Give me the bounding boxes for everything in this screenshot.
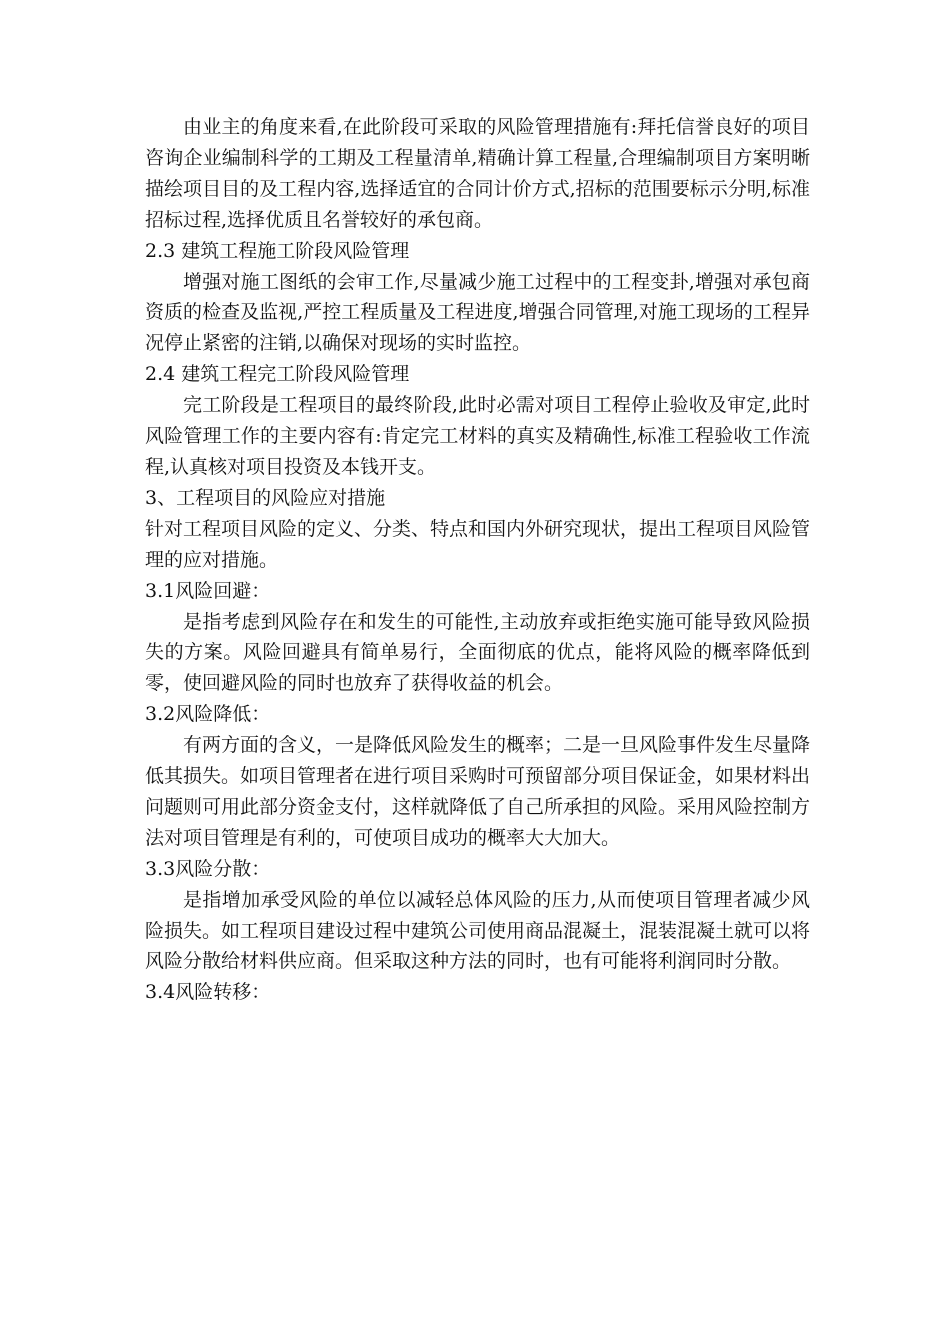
paragraph-response-intro: 针对工程项目风险的定义、分类、特点和国内外研究现状，提出工程项目风险管理的应对措施。 <box>145 517 811 571</box>
section-heading-3-2: 3.2风险降低： <box>145 703 271 726</box>
paragraph-risk-avoidance: 是指考虑到风险存在和发生的可能性,主动放弃或拒绝实施可能导致风险损失的方案。风险回避具有简单易行，全面彻底的优点，能将风险的概率降低到零，使回避风险的同时也放弃了获得收益的机会。 <box>145 610 810 695</box>
paragraph-owner-measures: 由业主的角度来看,在此阶段可采取的风险管理措施有:拜托信誉良好的项目咨询企业编制科学的工期及工程量清单,精确计算工程量,合理编制项目方案明晰描绘项目目的及工程内容,选择适宜的合同计价方式,招标的范围要标示分明,标准招标过程,选择优质且名誉较好的承包商。 <box>145 116 810 231</box>
section-heading-3-1: 3.1风险回避： <box>145 579 271 602</box>
paragraph-completion-measures: 完工阶段是工程项目的最终阶段,此时必需对项目工程停止验收及审定,此时风险管理工作的主要内容有:肯定完工材料的真实及精确性,标准工程验收工作流程,认真核对项目投资及本钱开支。 <box>145 394 810 478</box>
document-body <box>145 112 810 1008</box>
section-heading-3-3: 3.3风险分散： <box>145 857 271 880</box>
section-heading-3-4: 3.4风险转移： <box>145 981 271 1004</box>
paragraph-risk-diversification: 是指增加承受风险的单位以减轻总体风险的压力,从而使项目管理者减少风险损失。如工程项目建设过程中建筑公司使用商品混凝土，混装混凝土就可以将风险分散给材料供应商。但采取这种方法的同时，也有可能将利润同时分散。 <box>145 888 811 973</box>
section-heading-3: 3、工程项目的风险应对措施 <box>145 486 386 509</box>
paragraph-risk-reduction: 有两方面的含义，一是降低风险发生的概率；二是一旦风险事件发生尽量降低其损失。如项目管理者在进行项目采购时可预留部分项目保证金，如果材料出问题则可用此部分资金支付，这样就降低了自己所承担的风险。采用风险控制方法对项目管理是有利的，可使项目成功的概率大大加大。 <box>145 734 811 849</box>
section-heading-2-3: 2.3 建筑工程施工阶段风险管理 <box>145 239 410 262</box>
paragraph-construction-measures: 增强对施工图纸的会审工作,尽量减少施工过程中的工程变卦,增强对承包商资质的检查及监视,严控工程质量及工程进度,增强合同管理,对施工现场的工程异况停止紧密的注销,以确保对现场的实时监控。 <box>145 270 810 355</box>
section-heading-2-4: 2.4 建筑工程完工阶段风险管理 <box>145 363 410 386</box>
